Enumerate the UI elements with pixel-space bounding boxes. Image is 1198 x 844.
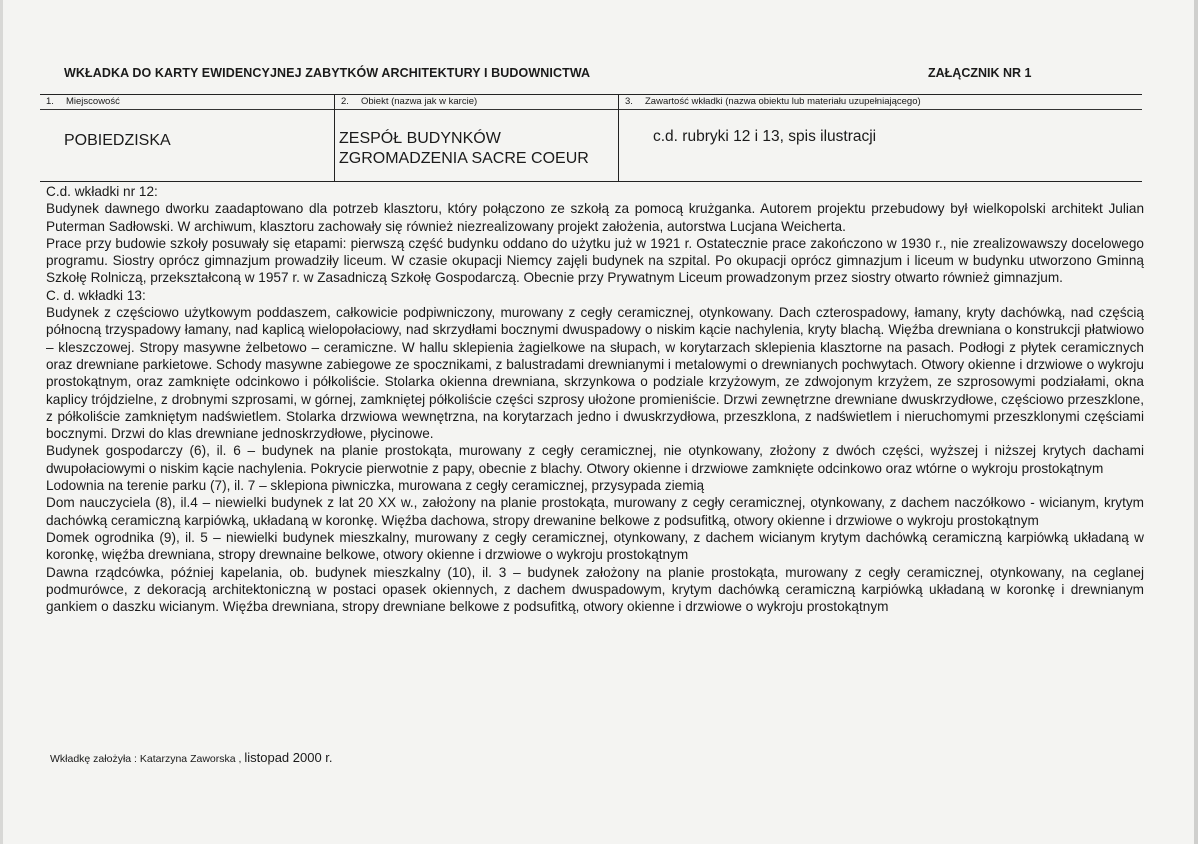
document-body: [46, 183, 1144, 615]
field-value-line: ZGROMADZENIA SACRE COEUR: [339, 150, 589, 167]
document-footer: [50, 750, 333, 765]
paragraph: Budynek dawnego dworku zaadaptowano dla potrzeb klasztoru, który połączono ze szkołą za pomocą krużganka. Autorem projektu przebudowy był wielkopolski architekt Julian Puterman Sadłowski. W archiwum, klasztoru zachowały się również niezrealizowany projekt założenia, autorstwa Lucjana Weicherta.: [46, 201, 1144, 234]
field-number: 2.: [341, 96, 349, 107]
field-header: [619, 95, 1142, 110]
field-value: [339, 129, 589, 169]
paragraph: Dawna rządcówka, później kapelania, ob. budynek mieszkalny (10), il. 3 – budynek założony na planie prostokąta, murowany z cegły ceramicznej, otynkowany, na ceglanej podmurówce, z dekoracją architektoniczną w postaci opasek okiennych, z dachem dwuspadowym, krytym dachówką ceramiczną karpiówką układaną w koronkę i drewnianym gankiem o daszku wicianym. Więźba drewniana, stropy drewniane belkowe z podsufitką, otwory okienne i drzwiowe o wykroju prostokątnym: [46, 564, 1144, 615]
paragraph: Lodownia na terenie parku (7), il. 7 – sklepiona piwniczka, murowana z cegły ceramicznej, przysypada ziemią: [46, 478, 705, 494]
field-contents: [618, 95, 1142, 181]
footer-date: listopad 2000 r.: [244, 750, 333, 765]
paragraph: Prace przy budowie szkoły posuwały się etapami: pierwszą część budynku oddano do użytku już w 1921 r. Ostatecznie prace zakończono w 1930 r., nie zrealizowawszy docelowego programu. Siostry oprócz gimnazjum prowadziły liceum. W czasie okupacji Niemcy zajęli budynek na szpital. Po okupacji oprócz gimnazjum i liceum w budynku utworzono Gminną Szkołę Rolniczą, przekształconą w 1957 r. w Zasadniczą Szkołę Gospodarczą. Obecnie przy Prywatnym Liceum prowadzonym przez siostry otwarto również gimnazjum.: [46, 235, 1144, 286]
document-title: WKŁADKA DO KARTY EWIDENCYJNEJ ZABYTKÓW ARCHITEKTURY I BUDOWNICTWA: [64, 66, 591, 80]
section-heading: C.d. wkładki nr 12:: [46, 184, 158, 199]
field-label: Obiekt (nazwa jak w karcie): [361, 96, 478, 107]
field-number: 3.: [625, 96, 633, 107]
field-value-line: POBIEDZISKA: [64, 132, 171, 149]
paragraph: Domek ogrodnika (9), il. 5 – niewielki budynek mieszkalny, murowany z cegły ceramicznej, otynkowany, z dachem wicianym krytym dachówką ceramiczną karpiówką układaną w koronkę, więźba drewniana, stropy drewnaine belkowe, otwory okienne i drzwiowe o wykroju prostokątnym: [46, 529, 1144, 563]
field-number: 1.: [46, 96, 54, 107]
paragraph: Budynek gospodarczy (6), il. 6 – budynek na planie prostokąta, murowany z cegły ceramicznej, nie otynkowany, złożony z dwóch części, wyższej i niższej krytych dachami dwupołaciowymi o niskim kącie nachylenia. Pokrycie pierwotnie z papy, obecnie z blachy. Otwory okienne i drzwiowe zamknięte odcinkowo oraz wtórne o wykroju prostokątnym: [46, 443, 1144, 476]
field-locality: [40, 95, 334, 181]
field-value-line: ZESPÓŁ BUDYNKÓW: [339, 130, 501, 147]
field-value-line: c.d. rubryki 12 i 13, spis ilustracji: [653, 128, 877, 145]
form-header-table: [40, 94, 1142, 182]
field-header: [335, 95, 618, 110]
annex-number: ZAŁĄCZNIK NR 1: [928, 66, 1032, 80]
field-header: [40, 95, 334, 110]
footer-label: Wkładkę założyła :: [50, 753, 137, 765]
field-value: [64, 131, 171, 151]
paragraph: Dom nauczyciela (8), il.4 – niewielki budynek z lat 20 XX w., założony na planie prostokąta, murowany z cegły ceramicznej, otynkowany, z dachem naczółkowo - wicianym, krytym dachówką ceramiczną karpiówką, układaną w koronkę. Więźba dachowa, stropy drewanine belkowe z podsufitką, otwory okienne i drzwiowe o wykroju prostokątnym: [46, 495, 1144, 528]
scan-edge: [0, 0, 3, 844]
footer-author: Katarzyna Zaworska ,: [139, 753, 242, 765]
section-heading: C. d. wkładki 13:: [46, 287, 146, 303]
field-value: [653, 127, 876, 147]
field-label: Miejscowość: [66, 96, 120, 107]
field-label: Zawartość wkładki (nazwa obiektu lub materiału uzupełniającego): [645, 96, 921, 107]
field-object: [334, 95, 618, 181]
paragraph: Budynek z częściowo użytkowym poddaszem, całkowicie podpiwniczony, murowany z cegły ceramicznej, otynkowany. Dach czterospadowy, łamany, kryty dachówką, nad częścią północną trzyspadowy łamany, nad kaplicą wielopołaciowy, nad skrzydłami bocznymi dwuspadowy o niskim kącie nachylenia, kryty blachą. Więźba drewniana o konstrukcji płatwiowo – kleszczowej. Stropy masywne żelbetowo – ceramiczne. W hallu sklepienia żagielkowe na słupach, w korytarzach sklepienia klasztorne na pasach. Podłogi z płytek ceramicznych oraz drewniane parkietowe. Schody masywne zabiegowe ze spocznikami, z balustradami drewnianymi i metalowymi o drewnianych pochwytach. Otwory okienne i drzwiowe o wykroju prostokątnym, oraz zamknięte odcinkowo i półkoliście. Stolarka okienna drewniana, skrzynkowa o podziale krzyżowym, ze zdwojonym krzyżem, ze szprosowymi podziałami, okna kaplicy trójdzielne, z drobnymi szprosami, w górnej, zamkniętej półkoliście części szprosy ułożone promieniście. Drzwi zewnętrzne drewniane dwuskrzydłowe, częściowo przeszklone, z półkoliście zamkniętym nadświetlem. Stolarka drzwiowa wewnętrzna, na korytarzach jedno i dwuskrzydłowa, przeszklona, z nadświetlem i nieruchomymi przeszklonymi częściami bocznymi. Drzwi do klas drewniane jednoskrzydłowe, płycinowe.: [46, 305, 1144, 442]
scan-edge: [1194, 0, 1198, 844]
